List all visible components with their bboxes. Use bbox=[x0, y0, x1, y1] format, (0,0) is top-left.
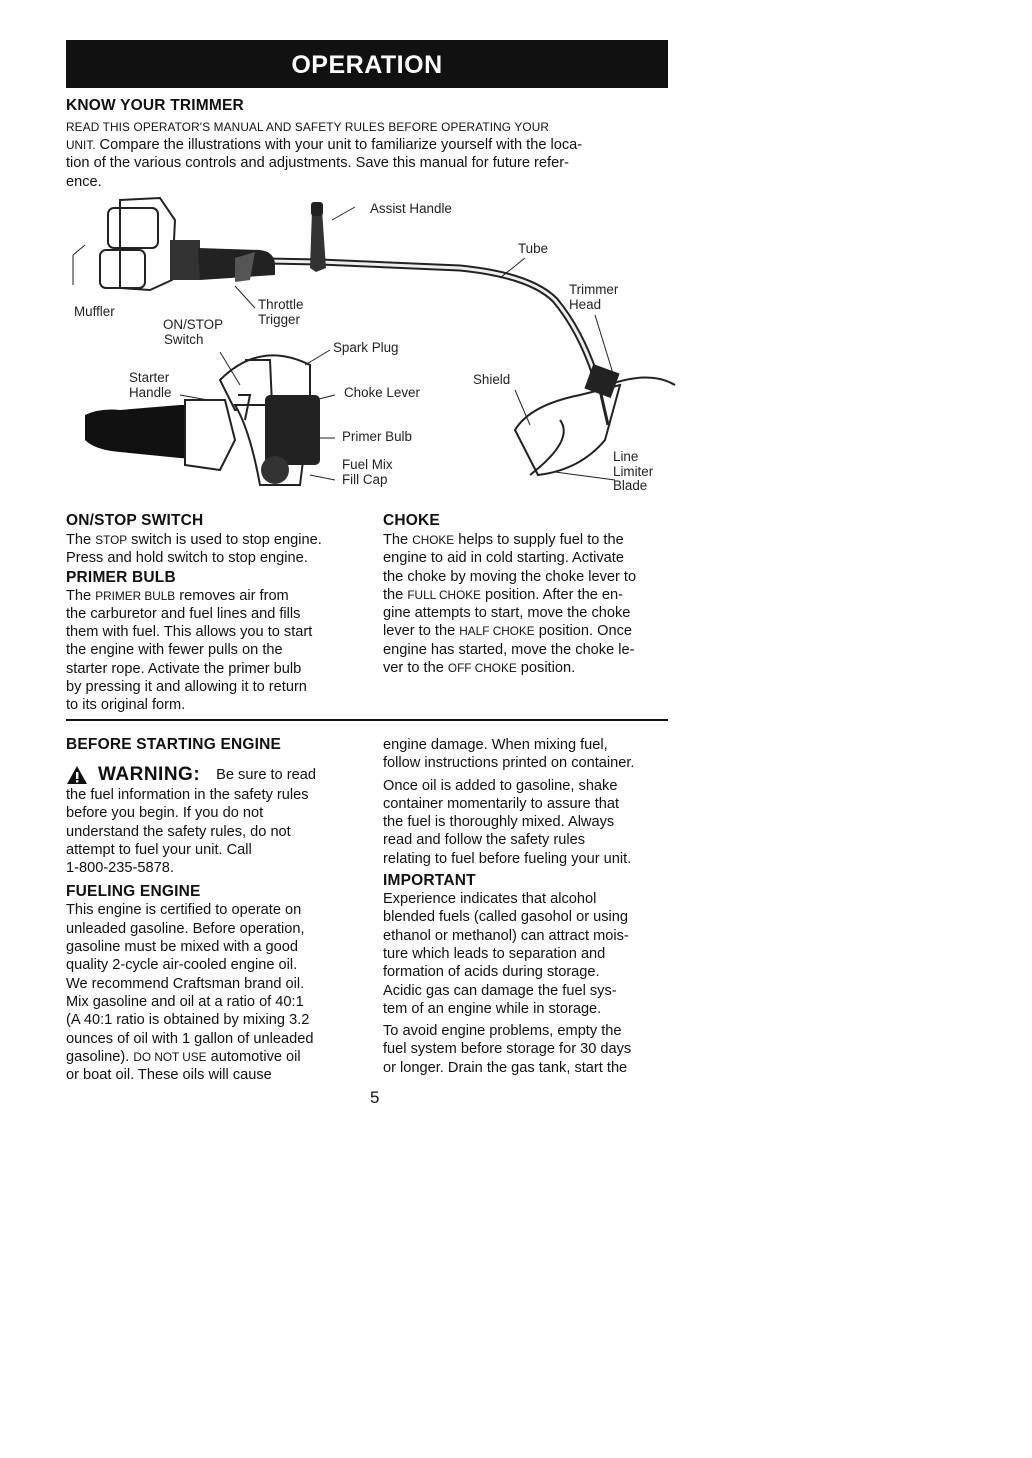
important-line-7: tem of an engine while in storage. bbox=[383, 1000, 602, 1017]
mixing-line-2: container momentarily to assure that bbox=[383, 795, 620, 812]
label-starter-line-1: Starter bbox=[129, 370, 170, 385]
fueling-line-7: (A 40:1 ratio is obtained by mixing 3.2 bbox=[66, 1012, 310, 1029]
choke-heading: CHOKE bbox=[383, 512, 440, 529]
fueling-line-2: unleaded gasoline. Before operation, bbox=[66, 920, 305, 937]
label-tube: Tube bbox=[518, 241, 549, 256]
choke-l8sc: OFF CHOKE bbox=[447, 661, 517, 676]
before-heading: BEFORE STARTING ENGINE bbox=[66, 736, 282, 753]
label-onstop-line-2: Switch bbox=[164, 331, 204, 347]
warning-label: WARNING: bbox=[98, 764, 201, 785]
section-banner: OPERATION bbox=[66, 40, 668, 88]
choke-l1a: The bbox=[383, 532, 413, 548]
right-lower-section bbox=[383, 736, 678, 1077]
warning-line-4: understand the safety rules, do not bbox=[66, 823, 291, 840]
choke-l8b: position. bbox=[516, 660, 576, 677]
avoid-line-2: fuel system before storage for 30 days bbox=[383, 1041, 632, 1058]
assist-handle-shape bbox=[310, 210, 326, 272]
fueling-line-9 bbox=[66, 1048, 366, 1066]
choke-l6sc: HALF CHOKE bbox=[459, 624, 535, 639]
primer-line-5: starter rope. Activate the primer bulb bbox=[66, 660, 302, 677]
label-onstop-line-1: ON/STOP bbox=[163, 317, 224, 332]
fueling-line-5: We recommend Craftsman brand oil. bbox=[66, 975, 305, 992]
fueling-line-6: Mix gasoline and oil at a ratio of 40:1 bbox=[66, 993, 304, 1010]
engine-illustration bbox=[100, 198, 200, 290]
onstop-line-1 bbox=[66, 531, 366, 549]
avoid-line-3: or longer. Drain the gas tank, start the bbox=[383, 1059, 628, 1076]
choke-line-2: engine to aid in cold starting. Activate bbox=[383, 550, 624, 567]
choke-line-8 bbox=[383, 659, 673, 677]
fueling-line-10: or boat oil. These oils will cause bbox=[66, 1067, 272, 1084]
know-paragraph bbox=[66, 118, 666, 191]
label-trimmer-head bbox=[569, 283, 618, 312]
label-fuel-line-1: Fuel Mix bbox=[342, 457, 393, 472]
label-throttle-line-1: Throttle bbox=[258, 297, 304, 312]
label-shield: Shield bbox=[473, 372, 511, 387]
warning-line-5: attempt to fuel your unit. Call bbox=[66, 841, 252, 858]
label-choke-lever: Choke Lever bbox=[344, 385, 420, 400]
primer-line-7: to its original form. bbox=[66, 697, 186, 714]
choke-line-1 bbox=[383, 531, 673, 549]
choke-l1sc: CHOKE bbox=[412, 533, 455, 547]
fueling-line-4: quality 2-cycle air-cooled engine oil. bbox=[66, 957, 298, 974]
primer-l1sc: PRIMER BULB bbox=[95, 588, 176, 603]
warning-triangle-icon bbox=[66, 765, 88, 785]
label-starter-line-2: Handle bbox=[129, 384, 172, 400]
fueling-l9b: automotive oil bbox=[206, 1048, 301, 1065]
label-fuel-line-2: Fill Cap bbox=[342, 471, 388, 487]
primer-line-3: them with fuel. This allows you to start bbox=[66, 624, 313, 641]
onstop-line-2: Press and hold switch to stop engine. bbox=[66, 550, 308, 567]
section-divider bbox=[66, 719, 668, 721]
label-trimmer-head-line-1: Trimmer bbox=[569, 282, 619, 297]
mixing-line-3: the fuel is thoroughly mixed. Always bbox=[383, 814, 615, 831]
engine-closeup-illustration bbox=[85, 355, 320, 485]
warning-line-2: the fuel information in the safety rules bbox=[66, 787, 309, 803]
label-throttle-trigger bbox=[258, 298, 303, 327]
label-throttle-line-2: Trigger bbox=[258, 311, 300, 327]
choke-line-6 bbox=[383, 622, 673, 640]
know-line-2-text: Compare the illustrations with your unit to familiarize yourself with the loca- bbox=[95, 137, 583, 153]
page-number: 5 bbox=[370, 1088, 380, 1107]
primer-l1a: The bbox=[66, 587, 96, 604]
label-line-1: Line bbox=[613, 449, 639, 464]
choke-l6b: position. Once bbox=[534, 623, 633, 640]
onstop-heading: ON/STOP SWITCH bbox=[66, 512, 204, 529]
know-line-2-sc: UNIT. bbox=[66, 138, 96, 152]
label-trimmer-head-line-2: Head bbox=[569, 296, 602, 312]
avoid-line-1: To avoid engine problems, empty the bbox=[383, 1023, 622, 1040]
choke-l6a: lever to the bbox=[383, 623, 460, 640]
fueling-l9a: gasoline). bbox=[66, 1048, 134, 1065]
fueling-line-8: ounces of oil with 1 gallon of unleaded bbox=[66, 1030, 314, 1047]
label-line-3: Blade bbox=[613, 478, 648, 493]
fueling-line-3: gasoline must be mixed with a good bbox=[66, 939, 299, 956]
before-section bbox=[66, 736, 366, 1084]
fueling-l9sc: DO NOT USE bbox=[133, 1049, 207, 1064]
label-muffler: Muffler bbox=[74, 304, 115, 319]
choke-section bbox=[383, 512, 673, 677]
onstop-section bbox=[66, 512, 366, 715]
important-line-6: Acidic gas can damage the fuel sys- bbox=[383, 982, 617, 999]
know-line-3: tion of the various controls and adjustments. Save this manual for future refer- bbox=[66, 155, 569, 172]
label-primer-bulb: Primer Bulb bbox=[342, 429, 412, 444]
fueling-line-1: This engine is certified to operate on bbox=[66, 902, 302, 919]
label-onstop-switch bbox=[163, 318, 223, 347]
primer-line-4: the engine with fewer pulls on the bbox=[66, 642, 283, 659]
choke-line-3: the choke by moving the choke lever to bbox=[383, 568, 637, 585]
label-line-limiter-blade bbox=[613, 450, 653, 494]
mixing-line-4: read and follow the safety rules bbox=[383, 832, 585, 849]
primer-l1b: removes air from bbox=[175, 587, 289, 604]
know-heading: KNOW YOUR TRIMMER bbox=[66, 97, 244, 114]
label-spark-plug: Spark Plug bbox=[333, 340, 399, 355]
important-heading: IMPORTANT bbox=[383, 872, 476, 890]
right-line-2: follow instructions printed on container. bbox=[383, 755, 635, 772]
primer-line-1 bbox=[66, 587, 366, 605]
choke-line-7: engine has started, move the choke le- bbox=[383, 641, 635, 658]
primer-line-2: the carburetor and fuel lines and fills bbox=[66, 605, 301, 622]
important-line-3: ethanol or methanol) can attract mois- bbox=[383, 927, 629, 944]
know-line-4: ence. bbox=[66, 173, 102, 190]
warning-line bbox=[66, 764, 366, 786]
label-assist-handle: Assist Handle bbox=[370, 201, 452, 216]
onstop-l1b: switch is used to stop engine. bbox=[127, 532, 322, 548]
choke-l4a: the bbox=[383, 586, 408, 603]
label-line-2: Limiter bbox=[613, 463, 654, 479]
choke-line-5: gine attempts to start, move the choke bbox=[383, 605, 631, 622]
important-line-1: Experience indicates that alcohol bbox=[383, 891, 597, 908]
label-starter-handle bbox=[129, 371, 171, 400]
primer-heading: PRIMER BULB bbox=[66, 568, 176, 586]
choke-l1b: helps to supply fuel to the bbox=[454, 532, 624, 548]
label-fuel-cap bbox=[342, 458, 393, 487]
choke-l4b: position. After the en- bbox=[480, 586, 623, 603]
primer-line-6: by pressing it and allowing it to return bbox=[66, 679, 307, 696]
know-line-2 bbox=[66, 136, 666, 154]
mixing-line-5: relating to fuel before fueling your unit. bbox=[383, 850, 632, 867]
choke-line-4 bbox=[383, 586, 673, 604]
important-line-5: formation of acids during storage. bbox=[383, 964, 600, 981]
warning-line-6: 1-800-235-5878. bbox=[66, 860, 174, 877]
onstop-l1a: The bbox=[66, 532, 96, 548]
mixing-line-1: Once oil is added to gasoline, shake bbox=[383, 777, 618, 794]
important-line-2: blended fuels (called gasohol or using bbox=[383, 909, 629, 926]
warning-line-3: before you begin. If you do not bbox=[66, 805, 264, 822]
onstop-l1sc: STOP bbox=[95, 533, 128, 547]
right-line-1: engine damage. When mixing fuel, bbox=[383, 737, 608, 753]
warning-line-1: Be sure to read bbox=[216, 766, 316, 783]
know-line-1: READ THIS OPERATOR'S MANUAL AND SAFETY RULES BEFORE OPERATING YOUR bbox=[66, 120, 550, 134]
important-line-4: ture which leads to separation and bbox=[383, 945, 606, 962]
choke-l4sc: FULL CHOKE bbox=[407, 587, 481, 602]
fueling-heading: FUELING ENGINE bbox=[66, 883, 201, 901]
choke-l8a: ver to the bbox=[383, 660, 448, 677]
